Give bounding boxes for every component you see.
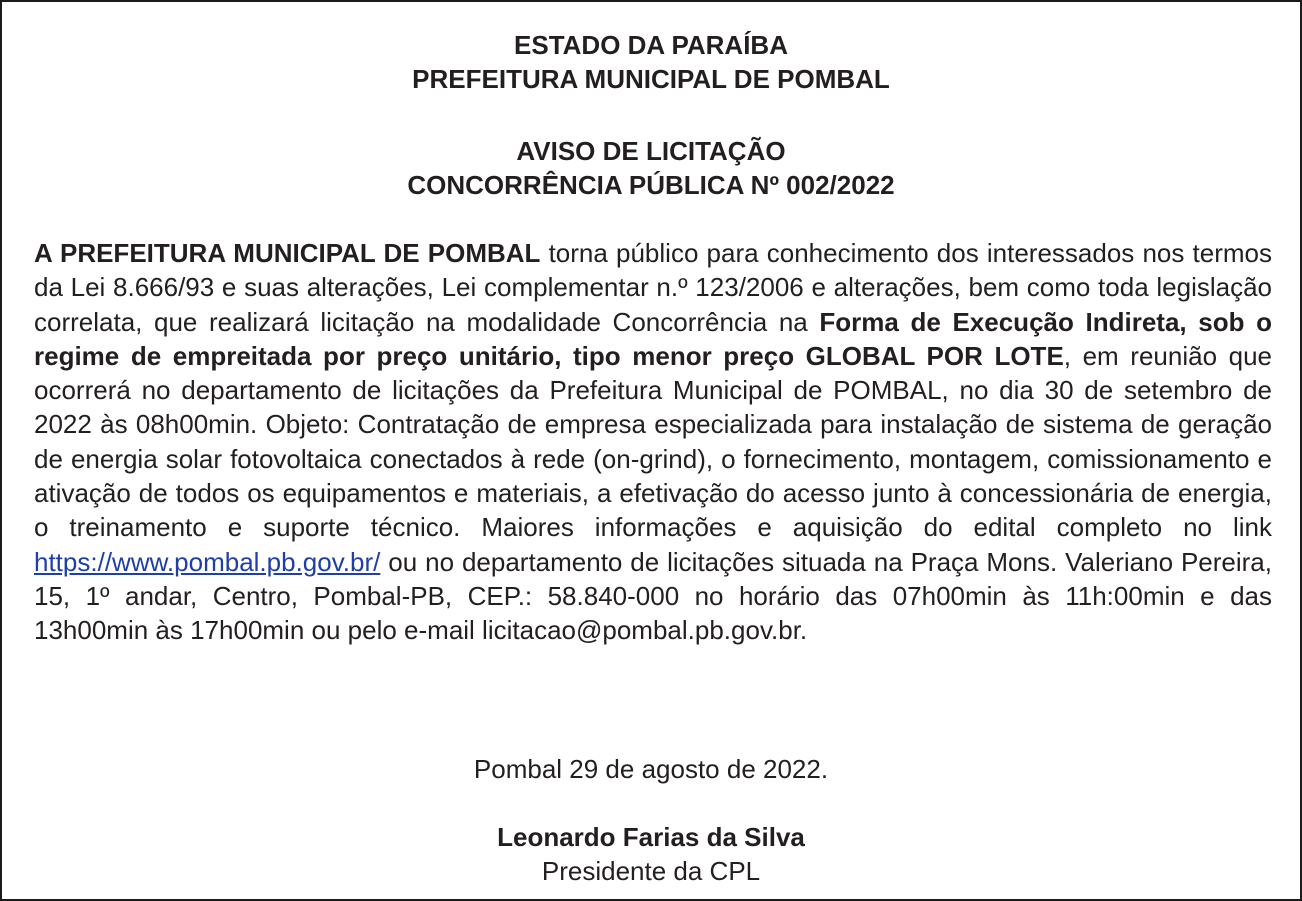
body-text-1: torna público para conhecimento dos interessados nos termos da Lei 8.666/93 e suas alterações, Lei complementar n.º 123/2006 e alterações, bem como toda legislação correlata, que realizará licitação na modalidade Concorrência na — [34, 238, 1272, 337]
notice-date: Pombal 29 de agosto de 2022. — [473, 754, 829, 784]
body-text-2: , em reunião que ocorrerá no departamento de licitações da Prefeitura Municipal de POMBAL, no dia 30 de setembro de 2022 às 08h00min. Objeto: Contratação de empresa especializada para instalação de sistema de geração de energia solar fotovoltaica conectados à rede (on-grind), o fornecimento, montagem, comissionamento e ativação de todos os equipamentos e materiais, a efetivação do acesso junto à concessionária de energia, o treinamento e suporte técnico. Maiores informações e aquisição do edital completo no link — [34, 340, 1272, 543]
body-text-3: ou no departamento de licitações situada na Praça Mons. Valeriano Pereira, 15, 1º andar, Centro, Pombal-PB, CEP.: 58.840-000 no horário das 07h00min às 11h:00min e das 13h00min às 17h00min ou pelo e-mail licitacao@pombal.pb.gov.br. — [34, 546, 1272, 646]
notice-number: CONCORRÊNCIA PÚBLICA Nº 002/2022 — [407, 170, 895, 200]
signer-role: Presidente da CPL — [541, 856, 761, 886]
website-link[interactable]: https://www.pombal.pb.gov.br/ — [34, 546, 381, 577]
notice-body — [34, 236, 1272, 648]
state-heading: ESTADO DA PARAÍBA — [514, 30, 788, 60]
notice-title: AVISO DE LICITAÇÃO — [516, 136, 786, 166]
body-lead-bold: A PREFEITURA MUNICIPAL DE POMBAL — [34, 238, 541, 268]
municipality-heading: PREFEITURA MUNICIPAL DE POMBAL — [412, 64, 890, 94]
body-bold-2: Forma de Execução Indireta, sob o regime de empreitada por preço unitário, tipo menor preço GLOBAL POR LOTE — [34, 306, 1273, 371]
signer-name: Leonardo Farias da Silva — [497, 822, 805, 852]
